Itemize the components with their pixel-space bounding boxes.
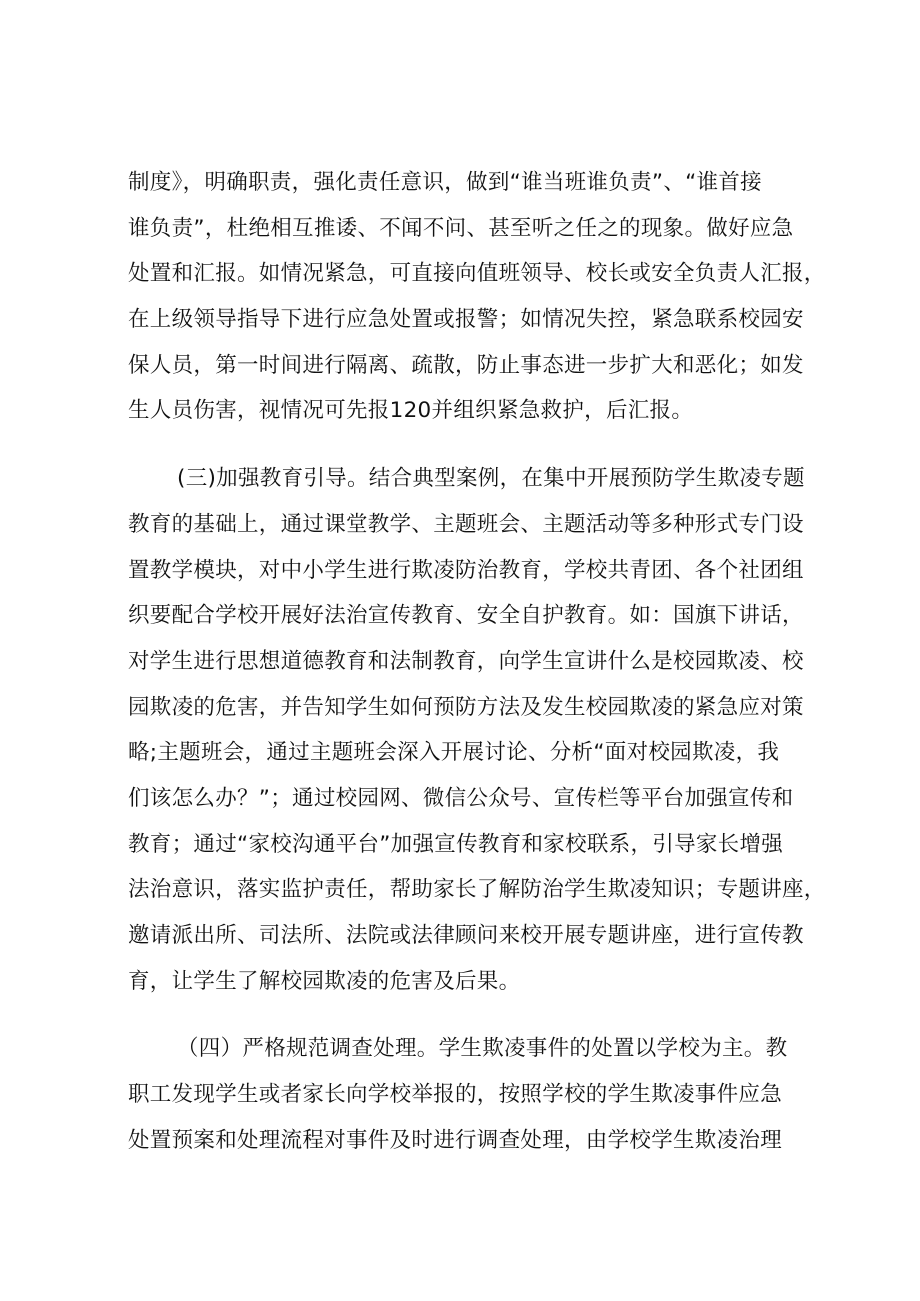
text-line: （四）严格规范调查处理。学生欺凌事件的处置以学校为主。教 (177, 1036, 788, 1062)
text-line: 处置和汇报。如情况紧急，可直接向值班领导、校长或安全负责人汇报， (128, 261, 826, 287)
paragraph-education-guidance (128, 456, 826, 1004)
text-line: 职工发现学生或者家长向学校举报的，按照学校的学生欺凌事件应急 (128, 1082, 783, 1108)
document-body (128, 160, 826, 1163)
text-line: 制度》，明确职责，强化责任意识，做到“谁当班谁负责”、“谁首接 (128, 170, 762, 195)
paragraph-spacer (128, 434, 808, 456)
text-line: 保人员，第一时间进行隔离、疏散，防止事态进一步扩大和恶化；如发 (128, 352, 804, 378)
text-line: 育，让学生了解校园欺凌的危害及后果。 (128, 968, 521, 994)
text-line: 处置预案和处理流程对事件及时进行调查处理，由学校学生欺凌治理 (128, 1127, 783, 1153)
text-line: 生人员伤害，视情况可先报120并组织紧急救护，后汇报。 (128, 398, 694, 424)
paragraph-investigation (128, 1026, 808, 1163)
text-line: 谁负责”，杜绝相互推诿、不闻不问、甚至听之任之的现象。做好应急 (128, 215, 794, 241)
text-line: 邀请派出所、司法所、法院或法律顾问来校开展专题讲座，进行宣传教 (128, 923, 804, 948)
text-line: 对学生进行思想道德教育和法制教育，向学生宣讲什么是校园欺凌、校 (128, 648, 804, 674)
text-line: 在上级领导指导下进行应急处置或报警；如情况失控，紧急联系校园安 (128, 307, 804, 333)
text-line: 置教学模块，对中小学生进行欺凌防治教育，学校共青团、各个社团组 (128, 557, 804, 583)
paragraph-spacer (128, 1004, 808, 1026)
paragraph-continuation (128, 160, 826, 434)
text-line: 教育的基础上，通过课堂教学、主题班会、主题活动等多种形式专门设 (128, 511, 804, 537)
text-line: 法治意识，落实监护责任，帮助家长了解防治学生欺凌知识；专题讲座， (128, 877, 826, 903)
text-line: (三)加强教育引导。结合典型案例，在集中开展预防学生欺凌专题 (177, 466, 805, 492)
text-line: 教育；通过“家校沟通平台”加强宣传教育和家校联系，引导家长增强 (128, 831, 784, 857)
text-line: 园欺凌的危害，并告知学生如何预防方法及发生校园欺凌的紧急应对策 (128, 694, 804, 720)
text-line: 们该怎么办？”；通过校园网、微信公众号、宣传栏等平台加强宣传和 (128, 785, 794, 811)
text-line: 织要配合学校开展好法治宣传教育、安全自护教育。如：国旗下讲话， (128, 603, 804, 629)
text-line: 略;主题班会，通过主题班会深入开展讨论、分析“面对校园欺凌，我 (128, 740, 780, 766)
